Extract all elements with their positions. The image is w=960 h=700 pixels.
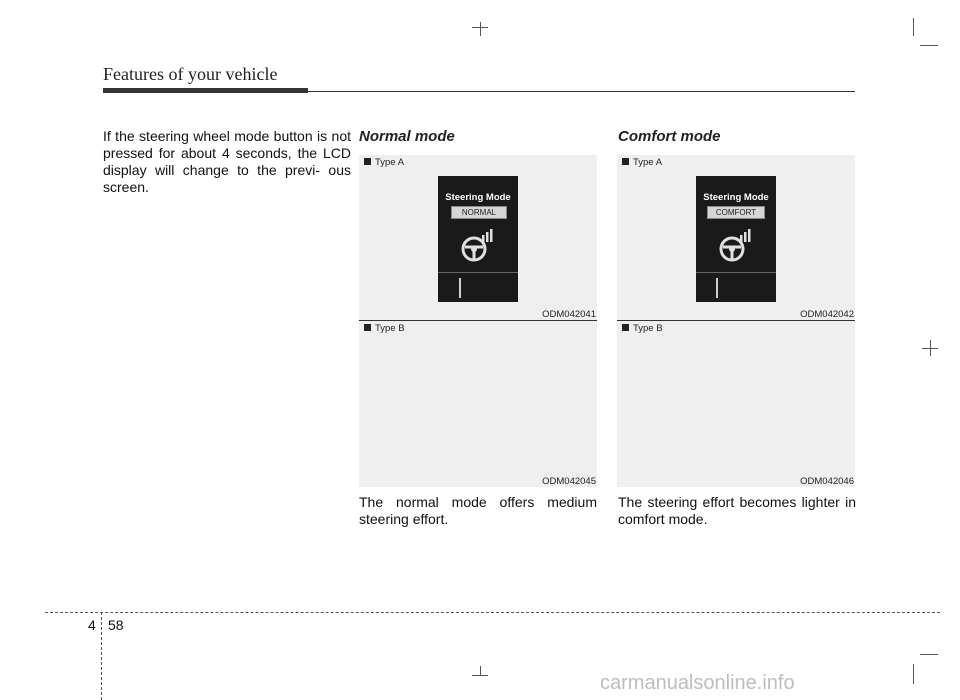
lcd-indicator-bar bbox=[459, 278, 461, 298]
square-bullet-icon bbox=[622, 158, 629, 165]
type-a-label-text: Type A bbox=[375, 157, 405, 168]
footer-rule bbox=[45, 612, 940, 613]
figure-normal-type-a-label bbox=[364, 157, 404, 168]
section-title-normal-mode: Normal mode bbox=[359, 128, 455, 145]
figure-comfort-type-a-label bbox=[622, 157, 662, 168]
figure-comfort-type-b bbox=[617, 321, 855, 487]
figure-code: ODM042041 bbox=[542, 309, 596, 320]
crop-mark-mid-right-v bbox=[930, 340, 931, 356]
square-bullet-icon bbox=[364, 324, 371, 331]
crop-mark-top-center-v bbox=[480, 22, 481, 36]
figure-normal-type-b-label bbox=[364, 323, 405, 334]
footer-vertical-rule bbox=[101, 612, 102, 700]
square-bullet-icon bbox=[622, 324, 629, 331]
intro-paragraph: If the steering wheel mode button is not pressed for about 4 seconds, the LCD display will change to the previ- ous screen. bbox=[103, 128, 351, 195]
section-title-comfort-mode: Comfort mode bbox=[618, 128, 721, 145]
lcd-mode-badge: NORMAL bbox=[451, 206, 507, 219]
figure-code: ODM042046 bbox=[800, 476, 854, 487]
caption-comfort-mode: The steering effort becomes lighter in comfort mode. bbox=[618, 494, 856, 527]
lcd-title: Steering Mode bbox=[703, 192, 769, 203]
steering-wheel-icon bbox=[716, 229, 752, 263]
lcd-divider bbox=[696, 272, 776, 273]
page-header-title: Features of your vehicle bbox=[103, 64, 278, 84]
header-rule bbox=[103, 91, 855, 92]
type-b-label-text: Type B bbox=[633, 323, 663, 334]
lcd-divider bbox=[438, 272, 518, 273]
crop-mark-bottom-right-h bbox=[920, 654, 938, 655]
figure-comfort-type-b-label bbox=[622, 323, 663, 334]
crop-mark-bottom-center-v bbox=[480, 666, 481, 676]
crop-mark-top-right-h bbox=[920, 45, 938, 46]
caption-normal-mode: The normal mode offers medium steering effort. bbox=[359, 494, 597, 527]
crop-mark-top-right-v bbox=[913, 18, 914, 36]
watermark: carmanualsonline.info bbox=[600, 672, 795, 694]
page-number: 58 bbox=[108, 617, 124, 633]
page-chapter-number: 4 bbox=[88, 617, 96, 633]
lcd-indicator-bar bbox=[716, 278, 718, 298]
type-b-label-text: Type B bbox=[375, 323, 405, 334]
type-a-label-text: Type A bbox=[633, 157, 663, 168]
lcd-mode-badge: COMFORT bbox=[707, 206, 765, 219]
square-bullet-icon bbox=[364, 158, 371, 165]
figure-code: ODM042042 bbox=[800, 309, 854, 320]
crop-mark-bottom-right-v bbox=[913, 664, 914, 684]
figure-normal-type-b bbox=[359, 321, 597, 487]
figure-code: ODM042045 bbox=[542, 476, 596, 487]
lcd-title: Steering Mode bbox=[445, 192, 511, 203]
steering-wheel-icon bbox=[458, 229, 494, 263]
